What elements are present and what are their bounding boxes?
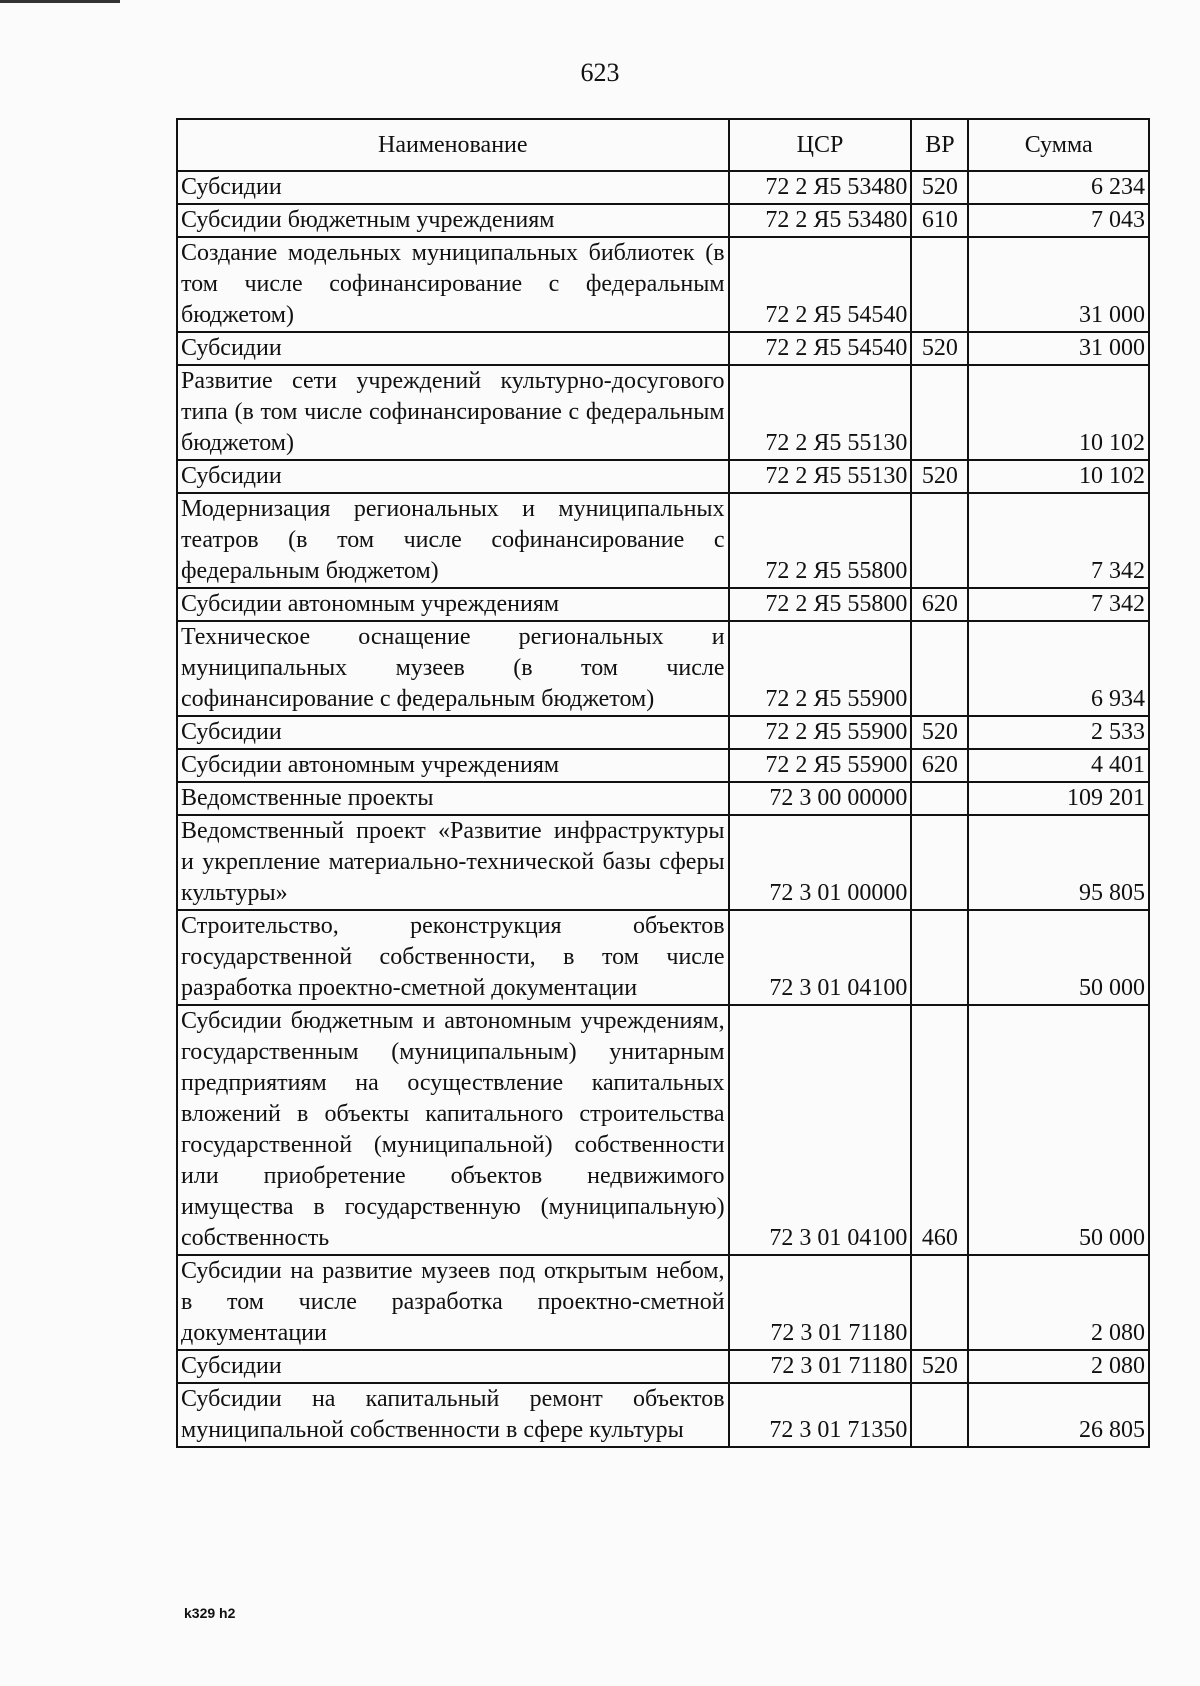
row-name: Ведомственные проекты <box>177 782 729 815</box>
footer-code: k329 h2 <box>184 1605 236 1621</box>
row-sum: 2 080 <box>968 1350 1149 1383</box>
table-row <box>177 237 1149 332</box>
row-sum: 95 805 <box>968 815 1149 910</box>
table-row <box>177 782 1149 815</box>
row-vr <box>911 621 968 716</box>
header-vr: ВР <box>911 119 968 171</box>
table-row <box>177 621 1149 716</box>
row-sum: 2 533 <box>968 716 1149 749</box>
row-sum: 2 080 <box>968 1255 1149 1350</box>
row-csr: 72 3 01 71350 <box>729 1383 912 1447</box>
row-vr <box>911 365 968 460</box>
table-row <box>177 749 1149 782</box>
row-vr <box>911 237 968 332</box>
row-sum: 7 043 <box>968 204 1149 237</box>
row-vr <box>911 910 968 1005</box>
table-row <box>177 493 1149 588</box>
header-sum: Сумма <box>968 119 1149 171</box>
row-sum: 10 102 <box>968 460 1149 493</box>
row-name: Субсидии автономным учреждениям <box>177 749 729 782</box>
row-csr: 72 2 Я5 55130 <box>729 365 912 460</box>
row-vr <box>911 815 968 910</box>
row-csr: 72 3 01 71180 <box>729 1255 912 1350</box>
table-row <box>177 815 1149 910</box>
header-csr: ЦСР <box>729 119 912 171</box>
row-name: Субсидии <box>177 460 729 493</box>
row-sum: 6 934 <box>968 621 1149 716</box>
row-sum: 7 342 <box>968 493 1149 588</box>
row-vr: 620 <box>911 588 968 621</box>
row-sum: 7 342 <box>968 588 1149 621</box>
row-name: Субсидии <box>177 332 729 365</box>
row-name: Субсидии на развитие музеев под открытым небом, в том числе разработка проектно-сметной документации <box>177 1255 729 1350</box>
page-number: 623 <box>580 58 620 87</box>
row-sum: 50 000 <box>968 910 1149 1005</box>
row-csr: 72 2 Я5 55800 <box>729 493 912 588</box>
row-sum: 31 000 <box>968 237 1149 332</box>
table-row <box>177 460 1149 493</box>
row-csr: 72 2 Я5 55900 <box>729 749 912 782</box>
table-row <box>177 1005 1149 1255</box>
row-csr: 72 2 Я5 55900 <box>729 621 912 716</box>
row-sum: 31 000 <box>968 332 1149 365</box>
row-csr: 72 3 01 04100 <box>729 910 912 1005</box>
row-sum: 6 234 <box>968 171 1149 204</box>
row-name: Создание модельных муниципальных библиотек (в том числе софинансирование с федеральным бюджетом) <box>177 237 729 332</box>
row-sum: 26 805 <box>968 1383 1149 1447</box>
row-name: Субсидии <box>177 171 729 204</box>
table-row <box>177 588 1149 621</box>
row-csr: 72 2 Я5 54540 <box>729 237 912 332</box>
row-sum: 109 201 <box>968 782 1149 815</box>
row-vr <box>911 782 968 815</box>
row-csr: 72 3 00 00000 <box>729 782 912 815</box>
row-csr: 72 2 Я5 55800 <box>729 588 912 621</box>
row-vr: 520 <box>911 716 968 749</box>
table-row <box>177 1350 1149 1383</box>
row-vr: 620 <box>911 749 968 782</box>
table-body <box>177 171 1149 1447</box>
row-name: Строительство, реконструкция объектов государственной собственности, в том числе разработка проектно-сметной документации <box>177 910 729 1005</box>
row-name: Субсидии <box>177 716 729 749</box>
row-csr: 72 2 Я5 55130 <box>729 460 912 493</box>
row-vr: 520 <box>911 332 968 365</box>
row-csr: 72 2 Я5 55900 <box>729 716 912 749</box>
row-name: Субсидии на капитальный ремонт объектов муниципальной собственности в сфере культуры <box>177 1383 729 1447</box>
row-vr: 520 <box>911 1350 968 1383</box>
table-row <box>177 1255 1149 1350</box>
table-row <box>177 365 1149 460</box>
row-name: Субсидии автономным учреждениям <box>177 588 729 621</box>
row-csr: 72 3 01 71180 <box>729 1350 912 1383</box>
row-vr <box>911 1255 968 1350</box>
table-row <box>177 910 1149 1005</box>
row-name: Субсидии <box>177 1350 729 1383</box>
row-name: Субсидии бюджетным учреждениям <box>177 204 729 237</box>
row-csr: 72 2 Я5 53480 <box>729 204 912 237</box>
row-csr: 72 3 01 04100 <box>729 1005 912 1255</box>
row-name: Ведомственный проект «Развитие инфраструктуры и укрепление материально-технической базы сферы культуры» <box>177 815 729 910</box>
row-vr <box>911 1383 968 1447</box>
table-row <box>177 332 1149 365</box>
row-vr: 520 <box>911 171 968 204</box>
table-row <box>177 1383 1149 1447</box>
row-name: Развитие сети учреждений культурно-досугового типа (в том числе софинансирование с федеральным бюджетом) <box>177 365 729 460</box>
row-name: Субсидии бюджетным и автономным учреждениям, государственным (муниципальным) унитарным предприятиям на осуществление капитальных вложений в объекты капитального строительства государственной (муниципальной) собственности или приобретение объектов недвижимого имущества в государственную (муниципальную) собственность <box>177 1005 729 1255</box>
table-header-row <box>177 119 1149 171</box>
row-vr: 610 <box>911 204 968 237</box>
row-csr: 72 3 01 00000 <box>729 815 912 910</box>
scan-edge-mark <box>0 0 120 3</box>
row-sum: 4 401 <box>968 749 1149 782</box>
row-csr: 72 2 Я5 53480 <box>729 171 912 204</box>
row-name: Модернизация региональных и муниципальных театров (в том числе софинансирование с федеральным бюджетом) <box>177 493 729 588</box>
table-row <box>177 171 1149 204</box>
row-csr: 72 2 Я5 54540 <box>729 332 912 365</box>
row-sum: 10 102 <box>968 365 1149 460</box>
row-vr: 460 <box>911 1005 968 1255</box>
row-sum: 50 000 <box>968 1005 1149 1255</box>
row-vr: 520 <box>911 460 968 493</box>
row-vr <box>911 493 968 588</box>
table-row <box>177 204 1149 237</box>
table-row <box>177 716 1149 749</box>
budget-table <box>176 118 1150 1448</box>
header-name: Наименование <box>177 119 729 171</box>
row-name: Техническое оснащение региональных и муниципальных музеев (в том числе софинансирование с федеральным бюджетом) <box>177 621 729 716</box>
